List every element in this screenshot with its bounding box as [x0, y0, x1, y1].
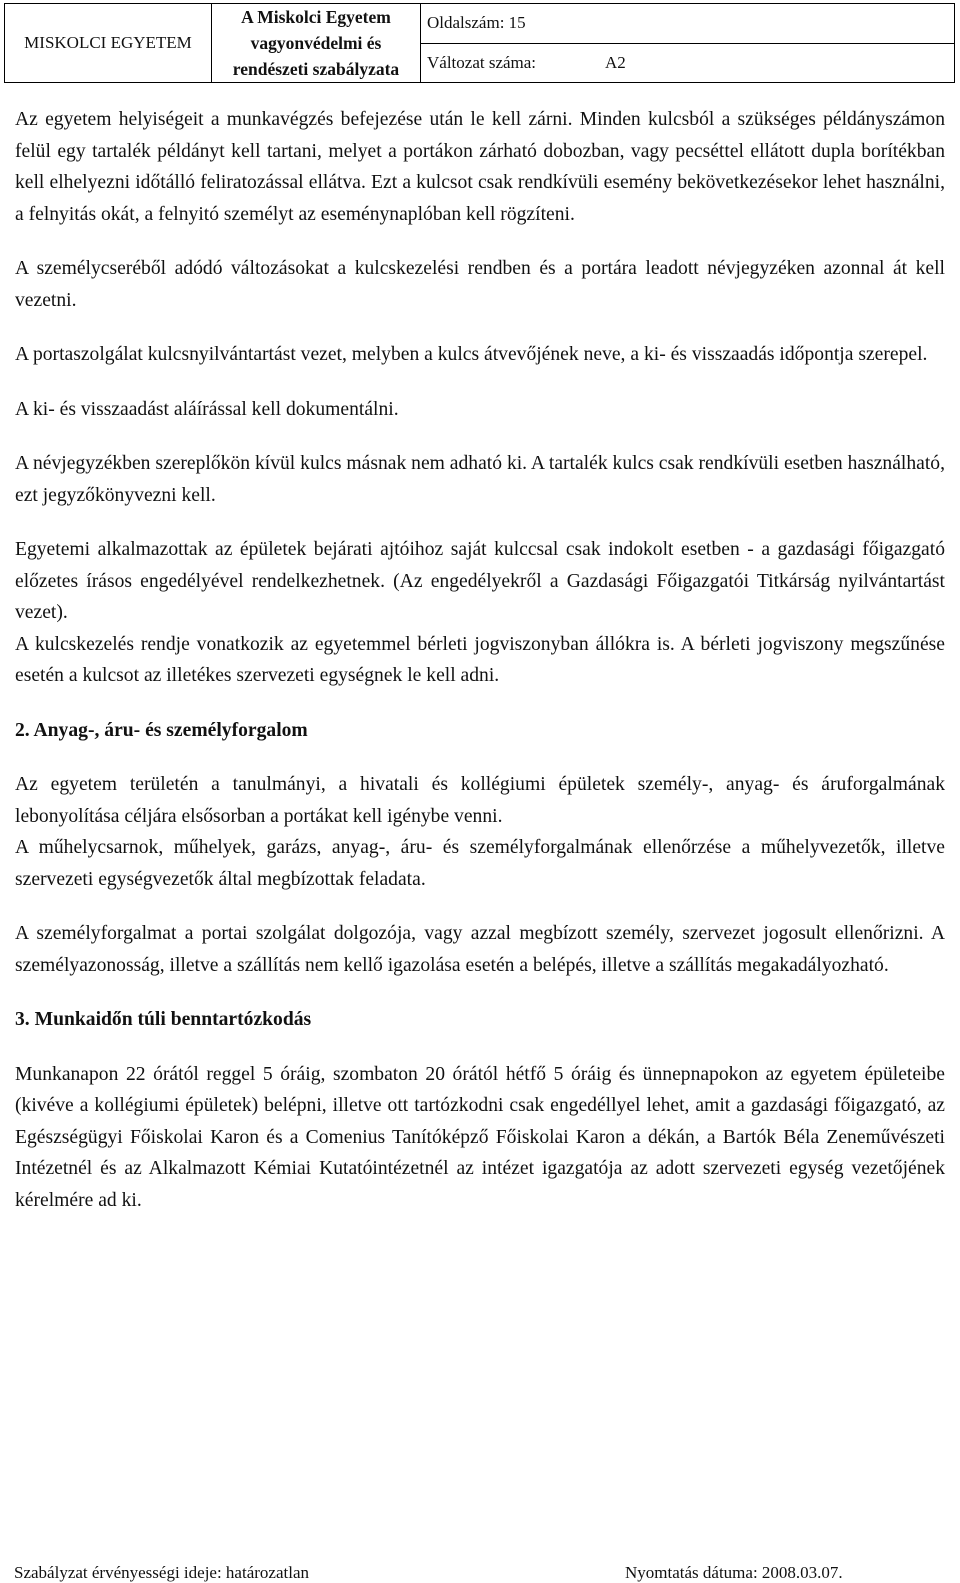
paragraph: A portaszolgálat kulcsnyilvántartást vezet, melyben a kulcs átvevőjének neve, a ki- és visszaadás időpontja szerepel.: [15, 344, 928, 365]
paragraph: Munkanapon 22 órától reggel 5 óráig, szombaton 20 órától hétfő 5 óráig és ünnepnapokon az egyetem épületeibe (kivéve a kollégiumi épületek) belépni, illetve ott tartózkodni csak engedéllyel lehet, amit a gazdasági főigazgató, az Egészségügyi Főiskolai Karon és a Comenius Tanítóképző Főiskolai Karon a dékán, a Bartók Béla Zeneművészeti Intézetnél és az Alkalmazott Kémiai Kutatóintézetnél az intézet igazgatója az adott szervezeti egység vezetőjének kérelmére ad ki.: [15, 1063, 945, 1211]
section-heading-3: 3. Munkaidőn túli benntartózkodás: [15, 1009, 312, 1030]
header-version-label: Változat száma:: [427, 52, 537, 72]
footer-validity: Szabályzat érvényességi ideje: határozatlan: [14, 1563, 309, 1582]
paragraph: A személyforgalmat a portai szolgálat dolgozója, vagy azzal megbízott személy, szervezet jogosult ellenőrizni. A személyazonosság, illetve a szállítás nem kellő igazolása esetén a belépés, illetve a szállítás megakadályozható.: [15, 923, 945, 976]
document-body: [15, 104, 945, 1216]
paragraph: A műhelycsarnok, műhelyek, garázs, anyag-, áru- és személyforgalmának ellenőrzése a műhelyvezetők, illetve szervezeti egységvezetők által megbízottak feladata.: [15, 837, 945, 890]
footer-print-date: Nyomtatás dátuma: 2008.03.07.: [625, 1563, 843, 1582]
header-doc-title: A Miskolci Egyetem vagyonvédelmi és rendészeti szabályzata: [212, 4, 421, 83]
section-heading-2: 2. Anyag-, áru- és személyforgalom: [15, 719, 308, 741]
paragraph: Egyetemi alkalmazottak az épületek bejárati ajtóihoz saját kulccsal csak indokolt esetben - a gazdasági főigazgató előzetes írásos engedélyével rendelkezhetnek. (Az engedélyekről a Gazdasági Főigazgatói Titkárság nyilvántartást vezet).: [15, 539, 945, 623]
paragraph: Az egyetem helyiségeit a munkavégzés befejezése után le kell zárni. Minden kulcsból a szükséges példányszámon felül egy tartalék példányt kell tartani, melyet a portákon zárható dobozban, vagy pecséttel ellátott dupla borítékban kell elhelyezni időtálló feliratozással ellátva. Ezt a kulcsot csak rendkívüli esemény bekövetkezésekor lehet használni, a felnyitás okát, a felnyitó személyt az eseménynaplóban kell rögzíteni.: [15, 109, 945, 225]
header-org: MISKOLCI EGYETEM: [5, 4, 212, 83]
paragraph: Az egyetem területén a tanulmányi, a hivatali és kollégiumi épületek személy-, anyag- és áruforgalmának lebonyolítása céljára elsősorban a portákat kell igénybe venni.: [15, 774, 945, 827]
header-page-number: Oldalszám: 15: [421, 4, 955, 44]
paragraph: A ki- és visszaadást aláírással kell dokumentálni.: [15, 398, 399, 420]
paragraph: A kulcskezelés rendje vonatkozik az egyetemmel bérleti jogviszonyban állókra is. A bérleti jogviszony megszűnése esetén a kulcsot az illetékes szervezeti egységnek le kell adni.: [15, 633, 945, 686]
paragraph: A személycseréből adódó változásokat a kulcskezelési rendben és a portára leadott névjegyzéken azonnal át kell vezetni.: [15, 258, 945, 311]
header-version: [421, 43, 955, 83]
header-version-value: A2: [605, 52, 626, 72]
paragraph: A névjegyzékben szereplőkön kívül kulcs másnak nem adható ki. A tartalék kulcs csak rendkívüli esetben használható, ezt jegyzőkönyvezni kell.: [15, 453, 945, 506]
page-header: [4, 3, 955, 83]
